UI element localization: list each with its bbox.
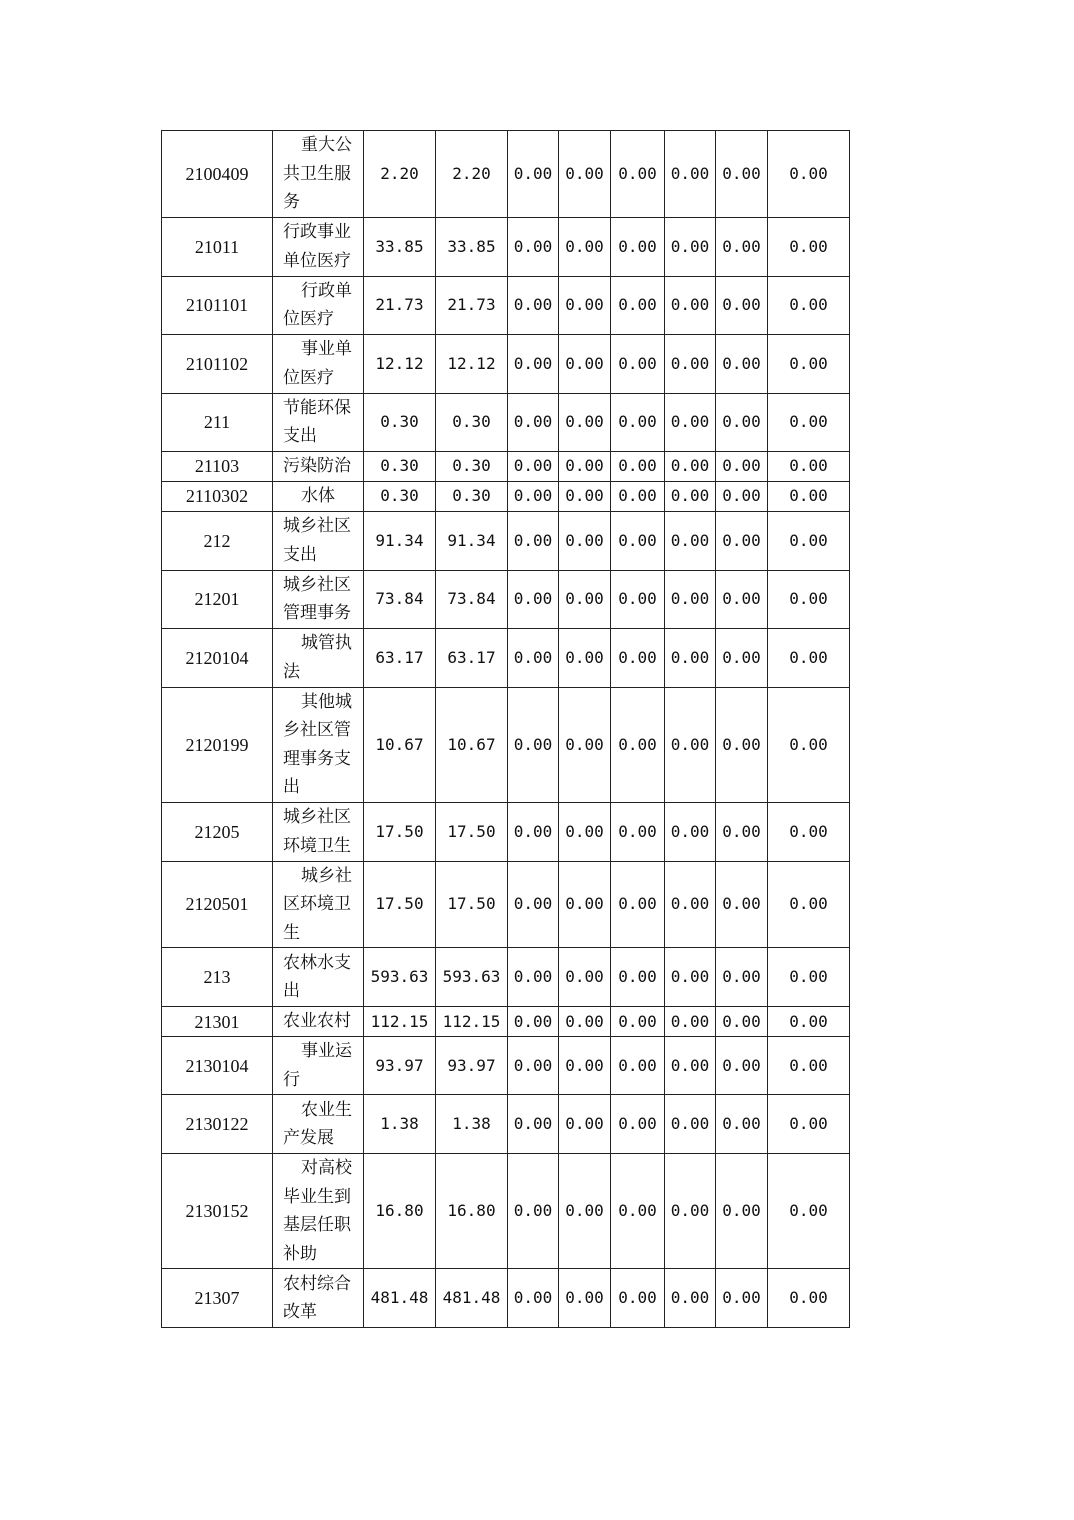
row-value-6: 0.00 (665, 1037, 716, 1095)
row-code: 2100409 (162, 131, 273, 218)
row-value-4: 0.00 (559, 1269, 611, 1328)
row-value-5: 0.00 (611, 1007, 665, 1037)
row-value-3: 0.00 (508, 393, 559, 451)
row-value-8: 0.00 (768, 570, 850, 628)
row-value-8: 0.00 (768, 393, 850, 451)
row-value-2: 17.50 (436, 802, 508, 861)
row-value-4: 0.00 (559, 802, 611, 861)
row-value-2: 0.30 (436, 451, 508, 481)
row-value-7: 0.00 (716, 451, 768, 481)
row-value-1: 16.80 (364, 1154, 436, 1269)
row-value-6: 0.00 (665, 511, 716, 570)
row-value-3: 0.00 (508, 451, 559, 481)
row-value-3: 0.00 (508, 628, 559, 687)
row-code: 21205 (162, 802, 273, 861)
row-value-2: 21.73 (436, 276, 508, 334)
row-value-8: 0.00 (768, 276, 850, 334)
row-value-8: 0.00 (768, 802, 850, 861)
row-value-5: 0.00 (611, 1037, 665, 1095)
row-name: 城乡社区环境卫生 (273, 861, 364, 948)
row-value-4: 0.00 (559, 1037, 611, 1095)
row-value-2: 1.38 (436, 1095, 508, 1154)
row-value-8: 0.00 (768, 687, 850, 802)
row-value-6: 0.00 (665, 334, 716, 393)
row-code: 211 (162, 393, 273, 451)
row-value-3: 0.00 (508, 687, 559, 802)
row-code: 21201 (162, 570, 273, 628)
table-row (162, 451, 850, 481)
row-value-6: 0.00 (665, 628, 716, 687)
row-value-3: 0.00 (508, 802, 559, 861)
row-value-8: 0.00 (768, 481, 850, 511)
row-value-4: 0.00 (559, 131, 611, 218)
row-code: 2130104 (162, 1037, 273, 1095)
row-value-1: 593.63 (364, 948, 436, 1007)
row-value-7: 0.00 (716, 1007, 768, 1037)
row-value-7: 0.00 (716, 687, 768, 802)
row-value-8: 0.00 (768, 948, 850, 1007)
row-value-2: 16.80 (436, 1154, 508, 1269)
row-value-6: 0.00 (665, 1095, 716, 1154)
table-row (162, 570, 850, 628)
row-value-4: 0.00 (559, 687, 611, 802)
row-value-3: 0.00 (508, 861, 559, 948)
row-value-6: 0.00 (665, 861, 716, 948)
row-value-5: 0.00 (611, 570, 665, 628)
table-row (162, 861, 850, 948)
row-value-1: 91.34 (364, 511, 436, 570)
row-value-2: 12.12 (436, 334, 508, 393)
row-value-5: 0.00 (611, 451, 665, 481)
row-value-3: 0.00 (508, 131, 559, 218)
row-value-1: 12.12 (364, 334, 436, 393)
row-value-3: 0.00 (508, 570, 559, 628)
row-name: 城乡社区支出 (273, 511, 364, 570)
row-name: 城乡社区环境卫生 (273, 802, 364, 861)
row-value-6: 0.00 (665, 948, 716, 1007)
row-value-8: 0.00 (768, 217, 850, 276)
row-value-2: 17.50 (436, 861, 508, 948)
table-row (162, 1154, 850, 1269)
row-value-2: 0.30 (436, 481, 508, 511)
row-value-6: 0.00 (665, 1269, 716, 1328)
row-value-5: 0.00 (611, 334, 665, 393)
row-value-6: 0.00 (665, 131, 716, 218)
row-value-7: 0.00 (716, 481, 768, 511)
row-value-3: 0.00 (508, 1154, 559, 1269)
row-value-4: 0.00 (559, 861, 611, 948)
row-value-3: 0.00 (508, 481, 559, 511)
row-value-2: 481.48 (436, 1269, 508, 1328)
row-code: 21011 (162, 217, 273, 276)
table-row (162, 802, 850, 861)
table-row (162, 334, 850, 393)
table-row (162, 481, 850, 511)
row-value-3: 0.00 (508, 1037, 559, 1095)
row-value-5: 0.00 (611, 687, 665, 802)
row-name: 农林水支出 (273, 948, 364, 1007)
table-row (162, 1007, 850, 1037)
row-value-7: 0.00 (716, 628, 768, 687)
row-value-3: 0.00 (508, 217, 559, 276)
row-value-7: 0.00 (716, 393, 768, 451)
row-value-1: 17.50 (364, 861, 436, 948)
row-name: 节能环保支出 (273, 393, 364, 451)
row-value-4: 0.00 (559, 451, 611, 481)
row-value-1: 0.30 (364, 393, 436, 451)
row-value-4: 0.00 (559, 1154, 611, 1269)
row-value-3: 0.00 (508, 511, 559, 570)
table-row (162, 511, 850, 570)
row-value-5: 0.00 (611, 1095, 665, 1154)
row-name: 农村综合改革 (273, 1269, 364, 1328)
row-value-5: 0.00 (611, 1154, 665, 1269)
table-row (162, 217, 850, 276)
row-value-1: 1.38 (364, 1095, 436, 1154)
row-value-1: 0.30 (364, 481, 436, 511)
row-value-8: 0.00 (768, 1269, 850, 1328)
row-code: 2120104 (162, 628, 273, 687)
row-value-3: 0.00 (508, 276, 559, 334)
row-value-7: 0.00 (716, 1154, 768, 1269)
row-value-2: 10.67 (436, 687, 508, 802)
row-value-1: 481.48 (364, 1269, 436, 1328)
row-name: 农业生产发展 (273, 1095, 364, 1154)
table-body (162, 131, 850, 1328)
table-row (162, 687, 850, 802)
row-name: 污染防治 (273, 451, 364, 481)
row-code: 21307 (162, 1269, 273, 1328)
row-code: 2130152 (162, 1154, 273, 1269)
row-value-1: 63.17 (364, 628, 436, 687)
row-name: 城乡社区管理事务 (273, 570, 364, 628)
table-row (162, 131, 850, 218)
row-value-5: 0.00 (611, 861, 665, 948)
row-value-4: 0.00 (559, 276, 611, 334)
table-row (162, 393, 850, 451)
row-value-8: 0.00 (768, 1095, 850, 1154)
row-code: 213 (162, 948, 273, 1007)
row-value-5: 0.00 (611, 217, 665, 276)
row-value-1: 73.84 (364, 570, 436, 628)
row-value-4: 0.00 (559, 393, 611, 451)
row-value-4: 0.00 (559, 217, 611, 276)
row-value-5: 0.00 (611, 1269, 665, 1328)
row-value-3: 0.00 (508, 1269, 559, 1328)
row-value-6: 0.00 (665, 570, 716, 628)
row-code: 21103 (162, 451, 273, 481)
row-value-5: 0.00 (611, 131, 665, 218)
row-value-7: 0.00 (716, 511, 768, 570)
row-code: 21301 (162, 1007, 273, 1037)
row-value-6: 0.00 (665, 481, 716, 511)
table-row (162, 1095, 850, 1154)
row-value-7: 0.00 (716, 802, 768, 861)
row-code: 2120199 (162, 687, 273, 802)
row-name: 其他城乡社区管理事务支出 (273, 687, 364, 802)
row-value-5: 0.00 (611, 948, 665, 1007)
row-value-5: 0.00 (611, 511, 665, 570)
row-value-7: 0.00 (716, 131, 768, 218)
row-value-6: 0.00 (665, 1154, 716, 1269)
row-value-7: 0.00 (716, 948, 768, 1007)
row-code: 212 (162, 511, 273, 570)
row-value-8: 0.00 (768, 511, 850, 570)
row-value-7: 0.00 (716, 276, 768, 334)
row-value-1: 10.67 (364, 687, 436, 802)
row-value-5: 0.00 (611, 802, 665, 861)
budget-table (161, 130, 850, 1328)
row-value-1: 0.30 (364, 451, 436, 481)
row-value-2: 63.17 (436, 628, 508, 687)
row-value-3: 0.00 (508, 1007, 559, 1037)
row-value-4: 0.00 (559, 1095, 611, 1154)
row-value-3: 0.00 (508, 1095, 559, 1154)
row-value-2: 2.20 (436, 131, 508, 218)
row-value-4: 0.00 (559, 1007, 611, 1037)
row-value-1: 21.73 (364, 276, 436, 334)
row-code: 2130122 (162, 1095, 273, 1154)
row-value-1: 2.20 (364, 131, 436, 218)
row-value-5: 0.00 (611, 393, 665, 451)
row-value-3: 0.00 (508, 334, 559, 393)
row-value-6: 0.00 (665, 217, 716, 276)
row-value-8: 0.00 (768, 451, 850, 481)
row-value-8: 0.00 (768, 334, 850, 393)
row-code: 2101101 (162, 276, 273, 334)
row-value-2: 0.30 (436, 393, 508, 451)
row-value-7: 0.00 (716, 334, 768, 393)
row-name: 行政事业单位医疗 (273, 217, 364, 276)
table-row (162, 628, 850, 687)
row-code: 2120501 (162, 861, 273, 948)
row-name: 事业运行 (273, 1037, 364, 1095)
row-value-5: 0.00 (611, 628, 665, 687)
row-value-4: 0.00 (559, 334, 611, 393)
row-value-1: 93.97 (364, 1037, 436, 1095)
table-row (162, 276, 850, 334)
row-value-5: 0.00 (611, 481, 665, 511)
row-value-7: 0.00 (716, 861, 768, 948)
row-value-3: 0.00 (508, 948, 559, 1007)
row-value-5: 0.00 (611, 276, 665, 334)
row-name: 行政单位医疗 (273, 276, 364, 334)
row-value-7: 0.00 (716, 1095, 768, 1154)
row-value-7: 0.00 (716, 570, 768, 628)
row-value-1: 17.50 (364, 802, 436, 861)
row-value-7: 0.00 (716, 1037, 768, 1095)
row-value-4: 0.00 (559, 628, 611, 687)
row-value-8: 0.00 (768, 861, 850, 948)
row-code: 2101102 (162, 334, 273, 393)
row-value-6: 0.00 (665, 393, 716, 451)
row-value-8: 0.00 (768, 628, 850, 687)
row-value-6: 0.00 (665, 687, 716, 802)
row-value-4: 0.00 (559, 570, 611, 628)
row-name: 重大公共卫生服务 (273, 131, 364, 218)
row-value-2: 593.63 (436, 948, 508, 1007)
row-value-8: 0.00 (768, 131, 850, 218)
row-name: 对高校毕业生到基层任职补助 (273, 1154, 364, 1269)
row-value-6: 0.00 (665, 451, 716, 481)
row-value-7: 0.00 (716, 1269, 768, 1328)
row-value-6: 0.00 (665, 276, 716, 334)
row-value-2: 73.84 (436, 570, 508, 628)
row-value-6: 0.00 (665, 1007, 716, 1037)
row-value-2: 112.15 (436, 1007, 508, 1037)
row-value-1: 33.85 (364, 217, 436, 276)
table-row (162, 1269, 850, 1328)
row-value-6: 0.00 (665, 802, 716, 861)
row-name: 水体 (273, 481, 364, 511)
row-name: 事业单位医疗 (273, 334, 364, 393)
table-row (162, 1037, 850, 1095)
row-value-2: 93.97 (436, 1037, 508, 1095)
row-value-8: 0.00 (768, 1154, 850, 1269)
row-value-1: 112.15 (364, 1007, 436, 1037)
row-value-2: 33.85 (436, 217, 508, 276)
row-name: 城管执法 (273, 628, 364, 687)
row-value-8: 0.00 (768, 1007, 850, 1037)
row-value-8: 0.00 (768, 1037, 850, 1095)
row-name: 农业农村 (273, 1007, 364, 1037)
row-value-4: 0.00 (559, 481, 611, 511)
table-row (162, 948, 850, 1007)
row-value-2: 91.34 (436, 511, 508, 570)
row-code: 2110302 (162, 481, 273, 511)
row-value-4: 0.00 (559, 511, 611, 570)
row-value-4: 0.00 (559, 948, 611, 1007)
row-value-7: 0.00 (716, 217, 768, 276)
